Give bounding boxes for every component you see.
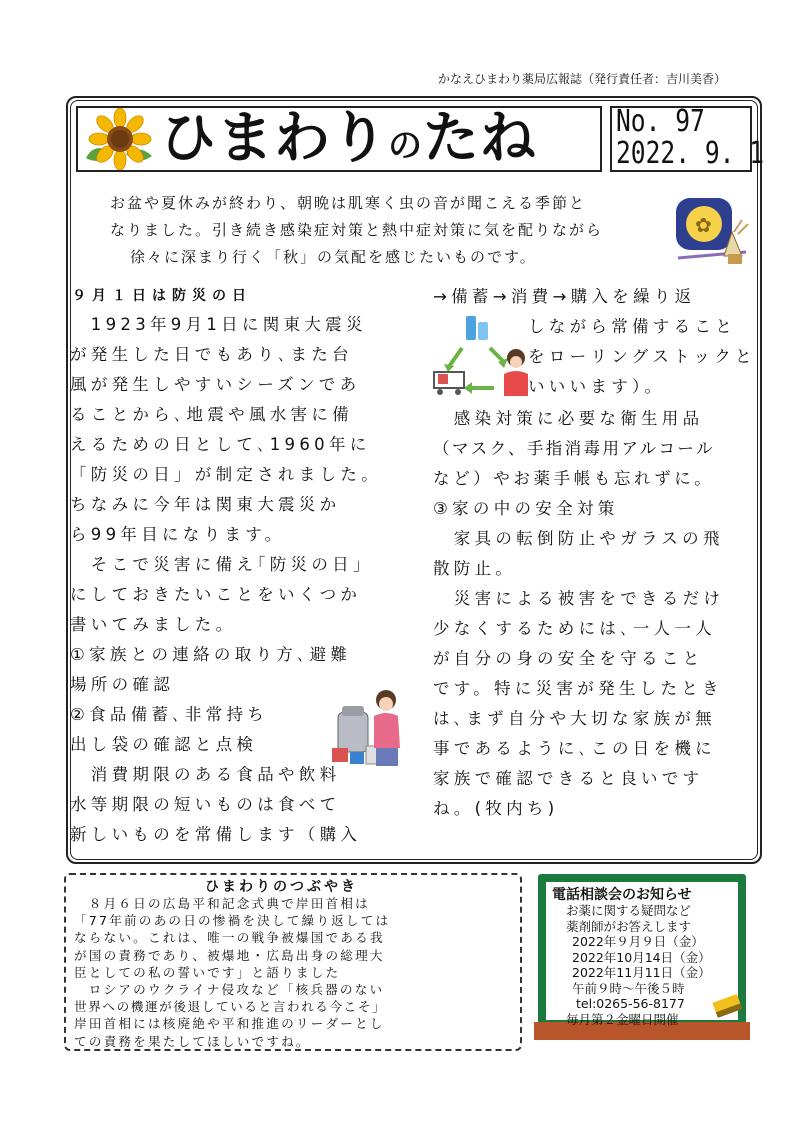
left-line: が発生した日でもあり､また台 <box>70 345 353 364</box>
tsubuyaki-line: が国の責務であり、被爆地・広島出身の総理大 <box>74 947 385 963</box>
left-line: 「防災の日」が制定されました。 <box>70 465 382 484</box>
tsubuyaki-line: 岸田首相には核廃絶や平和推進のリーダーとし <box>74 1016 385 1032</box>
right-line: など）やお薬手帳も忘れずに。 <box>433 469 715 488</box>
right-line: 災害による被害をできるだけ <box>433 589 725 608</box>
moon-viewing-icon <box>672 192 754 268</box>
right-indented-line: いいいます）。 <box>528 377 666 396</box>
left-line: にしておきたいことをいくつか <box>70 585 362 604</box>
right-line: 散防止。 <box>433 559 517 578</box>
title-small: の <box>388 126 423 166</box>
tsubuyaki-line: 「77年前のあの日の惨禍を決して繰り返しては <box>74 913 391 929</box>
intro-line: なりました。引き続き感染症対策と熱中症対策に気を配りながら <box>110 221 604 239</box>
right-line: です。特に災害が発生したとき <box>433 679 723 698</box>
svg-text:✿: ✿ <box>695 213 712 237</box>
sunflower-icon <box>80 108 158 170</box>
left-line: 風が発生しやすいシーズンであ <box>70 375 361 394</box>
left-line: 場所の確認 <box>70 675 174 694</box>
tsubuyaki-body <box>74 895 390 1050</box>
left-line: ②食品備蓄､非常持ち <box>70 705 269 724</box>
right-top-line: →備蓄→消費→購入を繰り返 <box>433 287 696 306</box>
consult-line: 午前９時～午後５時 <box>572 980 685 996</box>
title-main-1: ひまわり <box>160 106 388 171</box>
consult-line: お薬に関する疑問など <box>566 903 692 918</box>
tsubuyaki-line: ８月６日の広島平和記念式典で岸田首相は <box>74 896 370 911</box>
intro-line: お盆や夏休みが終わり、朝晩は肌寒く虫の音が聞こえる季節と <box>110 194 587 212</box>
right-line: 感染対策に必要な衛生用品 <box>433 409 704 428</box>
left-line: そこで災害に備え｢防災の日」 <box>70 555 374 574</box>
right-line: ね。(牧内ち) <box>433 799 559 818</box>
tsubuyaki-line: ロシアのウクライナ侵攻など「核兵器のない <box>74 982 385 998</box>
consult-line: 薬剤師がお答えします <box>566 918 692 934</box>
left-line: ちなみに今年は関東大震災か <box>70 495 341 514</box>
right-line: （マスク、手指消毒用アルコール <box>433 439 715 458</box>
right-line: が自分の身の安全を守ること <box>433 649 704 668</box>
left-line: 書いてみました。 <box>70 615 237 634</box>
rolling-stock-diagram <box>432 312 532 398</box>
right-line: ③家の中の安全対策 <box>433 499 619 518</box>
left-line: 消費期限のある食品や飲料 <box>70 765 341 784</box>
title-main-2: たね <box>423 106 537 171</box>
tsubuyaki-line: ならない。これは、唯一の戦争被爆国である我 <box>74 930 385 946</box>
issue-date: 2022. 9. 1 <box>616 136 765 171</box>
left-line: ら99年目になります。 <box>70 525 286 544</box>
tsubuyaki-line: 世界への機運が後退していると言われる今こそ」 <box>74 999 387 1015</box>
consult-line: 毎月第２金曜日開催 <box>566 1011 679 1027</box>
intro-line: 徐々に深まり行く「秋」の気配を感じたいものです。 <box>130 248 537 266</box>
article-heading: ９月１日は防災の日 <box>72 288 252 304</box>
consult-line: 2022年10月14日（金） <box>572 949 711 965</box>
right-line: 家族で確認できると良いです <box>433 769 704 788</box>
right-indented-line: をローリングストックと <box>528 347 756 366</box>
left-line: 1923年9月1日に関東大震災 <box>70 315 367 334</box>
right-indented-lines <box>528 312 756 402</box>
consult-body <box>566 903 711 1027</box>
right-indented-line: しながら常備すること <box>528 317 736 336</box>
consult-line: 2022年11月11日（金） <box>572 965 711 980</box>
publisher-line: かなえひまわり薬局広報誌（発行責任者：吉川美香） <box>438 72 727 86</box>
consult-title: 電話相談会のお知らせ <box>552 887 692 903</box>
tsubuyaki-title: ひまわりのつぶやき <box>205 879 358 895</box>
left-line: 水等期限の短いものは食べて <box>70 795 341 814</box>
left-line: えるための日として､1960年に <box>70 435 371 454</box>
right-line: 家具の転倒防止やガラスの飛 <box>433 529 724 548</box>
newsletter-title <box>160 104 537 181</box>
left-line: ることから､地震や風水害に備 <box>70 405 353 424</box>
tsubuyaki-line: ての責務を果たしてほしいですね。 <box>74 1033 311 1049</box>
right-line: は､まず自分や大切な家族が無 <box>433 709 716 728</box>
emergency-bag-illustration <box>328 686 410 772</box>
consult-line: 2022年９月９日（金） <box>572 934 704 949</box>
eraser-icon <box>710 988 746 1022</box>
issue-number: No. 97 <box>616 104 705 139</box>
left-line: ①家族との連絡の取り方､避難 <box>70 645 352 664</box>
left-line: 出し袋の確認と点検 <box>70 735 258 754</box>
right-line: 事であるように､この日を機に <box>433 739 716 758</box>
tsubuyaki-line: 臣としての私の誓いです」と語りました <box>74 964 341 980</box>
left-line: 新しいものを常備します（購入 <box>70 825 362 844</box>
consult-line: tel:0265-56-8177 <box>576 996 685 1011</box>
right-line: 少なくするためには､一人一人 <box>433 619 716 638</box>
article-right-column <box>433 404 724 824</box>
